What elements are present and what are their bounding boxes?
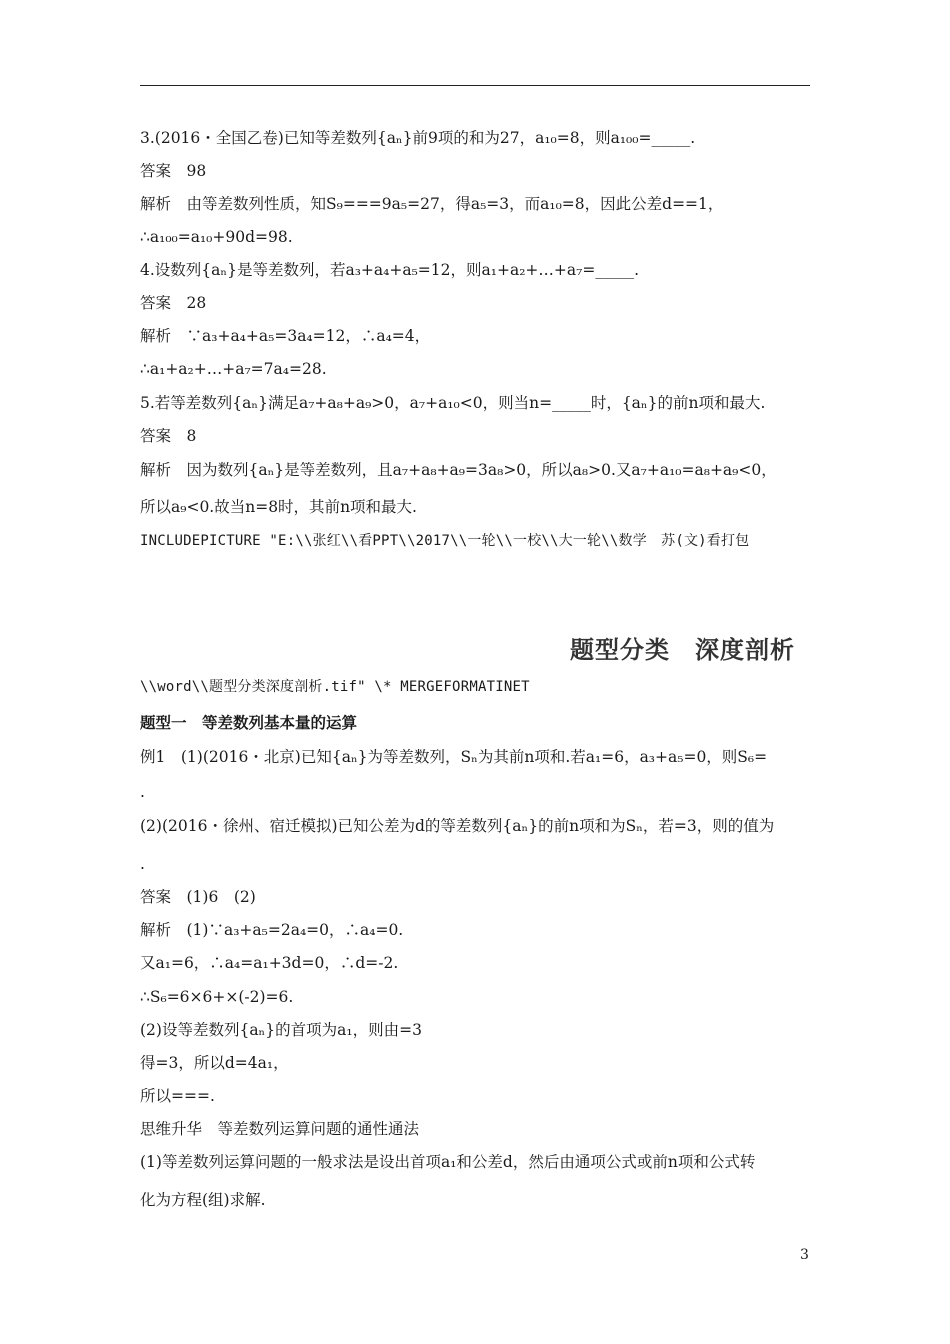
problem-5-text: 5.若等差数列{aₙ}满足a₇+a₈+a₉>0，a₇+a₁₀<0，则当n=_____时，{aₙ}的前n项和最大. [140, 394, 766, 412]
solution-4-line-2: ∴a₁+a₂+…+a₇=7a₄=28. [140, 360, 327, 378]
solution-5-line-1: 解析 因为数列{aₙ}是等差数列，且a₇+a₈+a₉=3a₈>0，所以a₈>0.又a₇+a₁₀=a₈+a₉<0， [140, 461, 777, 479]
example-1-part-2: (2)(2016・徐州、宿迁模拟)已知公差为d的等差数列{aₙ}的前n项和为Sₙ，若=3，则的值为 [140, 817, 775, 835]
answer-4: 答案 28 [140, 294, 207, 312]
example-1-solution-line-6: 所以===. [140, 1087, 215, 1105]
solution-5-line-2: 所以a₉<0.故当n=8时，其前n项和最大. [140, 498, 417, 516]
example-1-answer: 答案 (1)6 (2) [140, 888, 256, 906]
field-code-line-1: INCLUDEPICTURE "E:\\张红\\看PPT\\2017\\一轮\\一校\\大一轮\\数学 苏(文)看打包 [140, 533, 750, 549]
example-1-solution-line-4: (2)设等差数列{aₙ}的首项为a₁，则由=3 [140, 1021, 422, 1039]
problem-4-text: 4.设数列{aₙ}是等差数列，若a₃+a₄+a₅=12，则a₁+a₂+…+a₇=_____. [140, 261, 639, 279]
example-1-solution-line-5: 得=3，所以d=4a₁， [140, 1054, 289, 1072]
header-rule [140, 85, 810, 86]
thinking-summary-heading: 思维升华 等差数列运算问题的通性通法 [140, 1120, 420, 1138]
example-1-part-1-blank: . [140, 783, 145, 801]
example-1-part-1: 例1 (1)(2016・北京)已知{aₙ}为等差数列，Sₙ为其前n项和.若a₁=6，a₃+a₅=0，则S₆= [140, 748, 768, 766]
topic-heading: 题型一 等差数列基本量的运算 [140, 714, 358, 732]
example-1-solution-line-3: ∴S₆=6×6+×(-2)=6. [140, 988, 294, 1006]
solution-4-line-1: 解析 ∵a₃+a₄+a₅=3a₄=12，∴a₄=4， [140, 327, 431, 345]
thinking-summary-line-2: 化为方程(组)求解. [140, 1191, 266, 1209]
example-1-solution-line-1: 解析 (1)∵a₃+a₅=2a₄=0，∴a₄=0. [140, 921, 404, 939]
answer-5: 答案 8 [140, 427, 197, 445]
example-1-part-2-blank: . [140, 855, 145, 873]
solution-3-line-2: ∴a₁₀₀=a₁₀+90d=98. [140, 228, 293, 246]
example-1-solution-line-2: 又a₁=6，∴a₄=a₁+3d=0，∴d=-2. [140, 954, 399, 972]
answer-3: 答案 98 [140, 162, 207, 180]
solution-3-line-1: 解析 由等差数列性质，知S₉===9a₅=27，得a₅=3，而a₁₀=8，因此公差d==1， [140, 195, 724, 213]
field-code-line-2: \\word\\题型分类深度剖析.tif" \* MERGEFORMATINET [140, 679, 530, 695]
page-number: 3 [800, 1247, 809, 1263]
problem-3-text: 3.(2016・全国乙卷)已知等差数列{aₙ}前9项的和为27，a₁₀=8，则a₁₀₀=_____. [140, 129, 696, 147]
thinking-summary-line-1: (1)等差数列运算问题的一般求法是设出首项a₁和公差d，然后由通项公式或前n项和公式转 [140, 1153, 756, 1171]
section-banner: 题型分类 深度剖析 [570, 636, 795, 664]
